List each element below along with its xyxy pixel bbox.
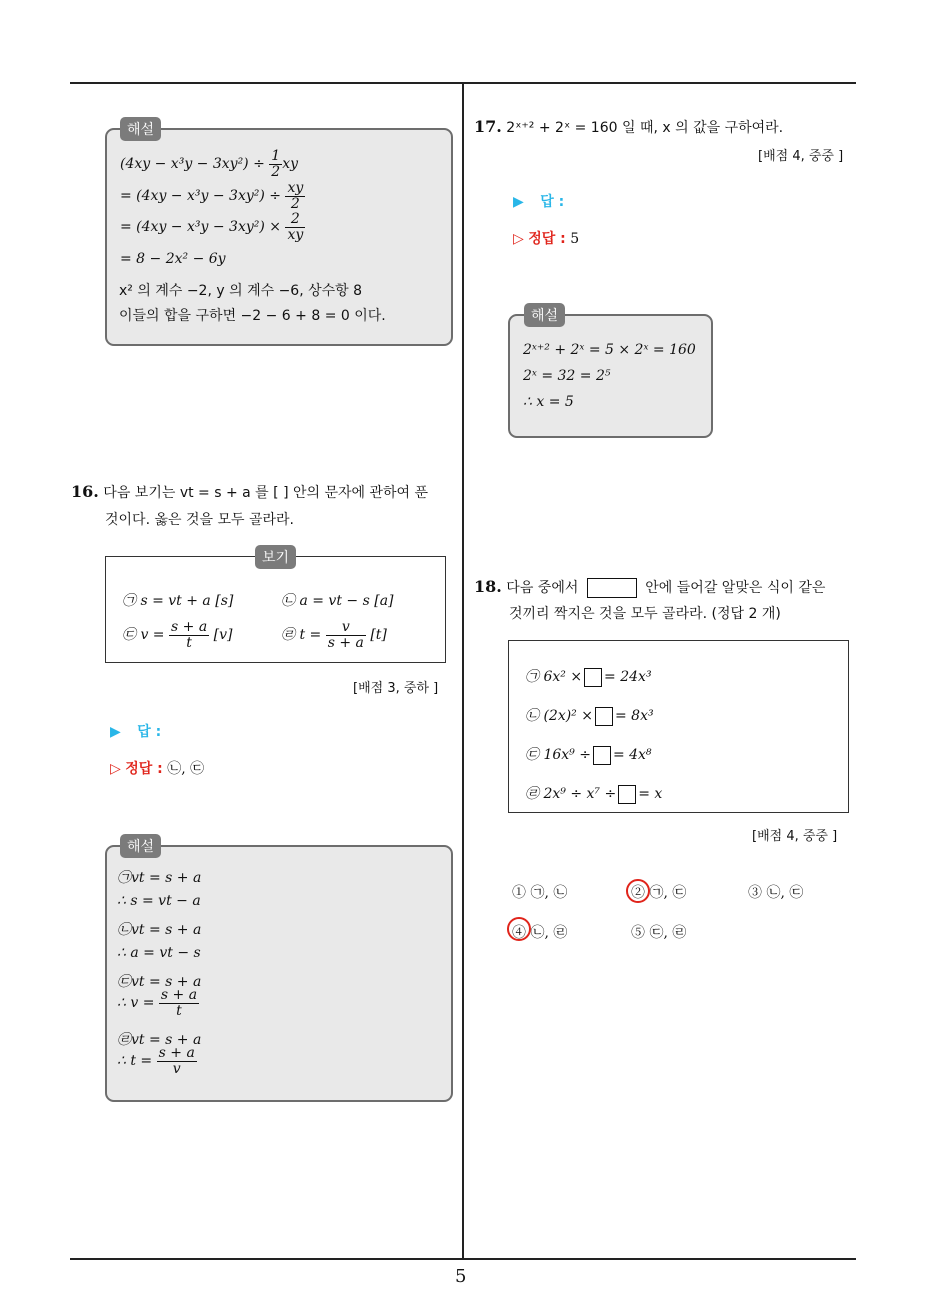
q18-option-3: ㉢ 16x⁹ ÷ = 4x⁸ (525, 747, 652, 763)
sol15-line-3: = (4xy − x³y − 3xy²) × $\frac{2}{xy}$ (120, 211, 304, 243)
q18-choice-1[interactable]: ① ㉠, ㉡ (512, 885, 568, 901)
outline-arrow-icon: ▷ (513, 231, 524, 247)
solution-17-tag: 해설 (524, 303, 565, 327)
sol16-line-6: ∴ v = $\frac{s + a}{t}$ (117, 987, 198, 1019)
outline-arrow-icon: ▷ (110, 761, 121, 777)
sol16-line-1: ㉠vt = s + a (117, 870, 202, 886)
sol16-line-4: ∴ a = vt − s (117, 945, 201, 961)
q16-option-1: ㉠ s = vt + a [s] (122, 593, 234, 609)
q16-text-1: 16. 다음 보기는 vt = s + a 를 [ ] 안의 문자에 관하여 푼 (71, 482, 429, 501)
solution-16-tag: 해설 (120, 834, 161, 858)
q16-answer: ▶ 답 : (110, 724, 162, 740)
q18-score: [배점 4, 중중 ] (752, 829, 838, 844)
column-divider (462, 82, 464, 1259)
sol17-line-2: 2ˣ = 32 = 2⁵ (523, 368, 611, 384)
sol16-line-7: ㉣vt = s + a (117, 1032, 202, 1048)
q17-score: [배점 4, 중중 ] (758, 149, 844, 164)
sol16-line-3: ㉡vt = s + a (117, 922, 202, 938)
blank-square (618, 785, 636, 804)
q16-score: [배점 3, 중하 ] (353, 681, 439, 696)
q18-choice-4[interactable]: ④ ㉡, ㉣ (512, 925, 568, 941)
q16-option-4: ㉣ t = $\frac{v}{s + a}$ [t] (281, 619, 387, 651)
q18-choice-3[interactable]: ③ ㉡, ㉢ (748, 885, 804, 901)
q18-choice-5[interactable]: ⑤ ㉢, ㉣ (631, 925, 687, 941)
page-number: 5 (455, 1266, 467, 1287)
q17-answer: ▶ 답 : (513, 194, 565, 210)
q16-correct: ▷ 정답 : ㉡, ㉢ (110, 761, 205, 777)
sol15-line-5: x² 의 계수 −2, y 의 계수 −6, 상수항 8 (119, 283, 363, 299)
q18-text-1: 18. 다음 중에서 안에 들어갈 알맞은 식이 같은 (474, 577, 826, 596)
sol16-line-5: ㉢vt = s + a (117, 974, 202, 990)
sol16-line-8: ∴ t = $\frac{s + a}{v}$ (117, 1045, 195, 1077)
blank-square (595, 707, 613, 726)
blank-box (587, 578, 637, 598)
q17-correct: ▷ 정답 : 5 (513, 231, 580, 247)
q18-option-1: ㉠ 6x² × = 24x³ (525, 669, 652, 685)
sol17-line-3: ∴ x = 5 (523, 394, 574, 410)
q16-option-3: ㉢ v = $\frac{s + a}{t}$ [v] (122, 619, 233, 651)
q18-choice-2[interactable]: ② ㉠, ㉢ (631, 885, 687, 901)
sol15-line-6: 이들의 합을 구하면 −2 − 6 + 8 = 0 이다. (119, 308, 386, 324)
sol15-line-1: (4xy − x³y − 3xy²) ÷ $\frac{1}{2}$ xy (120, 148, 299, 180)
blank-square (593, 746, 611, 765)
choice-4-mark-circle (507, 917, 531, 941)
q18-text-2: 것끼리 짝지은 것을 모두 골라라. (정답 2 개) (509, 606, 781, 622)
play-arrow-icon: ▶ (110, 724, 121, 740)
sol16-line-2: ∴ s = vt − a (117, 893, 201, 909)
play-arrow-icon: ▶ (513, 194, 524, 210)
blank-square (584, 668, 602, 687)
q18-option-4: ㉣ 2x⁹ ÷ x⁷ ÷ = x (525, 786, 663, 802)
q16-example-tag: 보기 (255, 545, 296, 569)
q16-option-2: ㉡ a = vt − s [a] (281, 593, 394, 609)
choice-2-mark-circle (626, 879, 650, 903)
q17-text: 17. 2ˣ⁺² + 2ˣ = 160 일 때, x 의 값을 구하여라. (474, 117, 784, 136)
bottom-rule (70, 1258, 856, 1260)
solution-15-tag: 해설 (120, 117, 161, 141)
sol17-line-1: 2ˣ⁺² + 2ˣ = 5 × 2ˣ = 160 (523, 342, 696, 358)
sol15-line-4: = 8 − 2x² − 6y (120, 251, 226, 267)
q18-option-2: ㉡ (2x)² × = 8x³ (525, 708, 654, 724)
q16-text-2: 것이다. 옳은 것을 모두 골라라. (105, 512, 294, 528)
sol15-line-2: = (4xy − x³y − 3xy²) ÷ $\frac{xy}{2}$ (120, 180, 304, 212)
